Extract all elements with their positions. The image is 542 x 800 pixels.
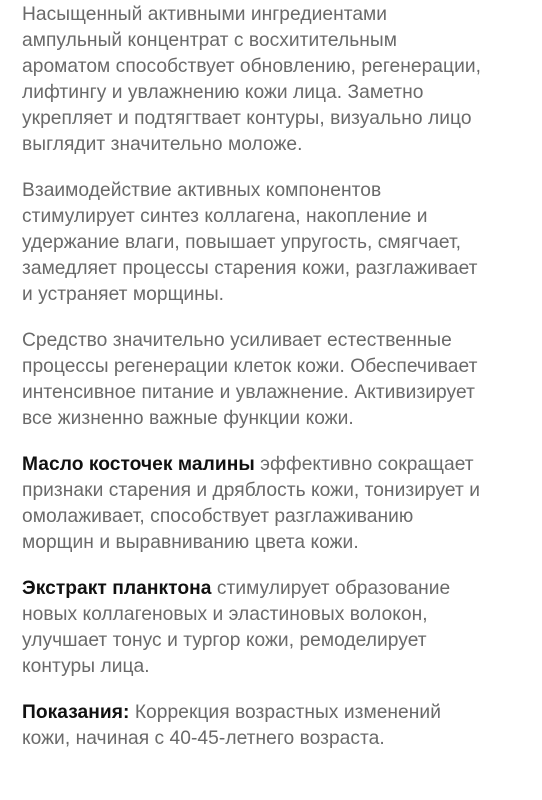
line: Средство значительно усиливает естественные [22,330,452,351]
paragraph-intro [22,2,534,158]
line: ампульный концентрат с восхитительным [22,30,398,51]
line: выглядит значительно моложе. [22,134,303,155]
line: контуры лица. [22,656,150,677]
paragraph-plankton-extract [22,576,534,680]
line: замедляет процессы старения кожи, разглаживает [22,258,478,279]
product-description [22,2,534,772]
line: морщин и выравниванию цвета кожи. [22,532,359,553]
line: Насыщенный активными ингредиентами [22,4,388,25]
ingredient-name: Экстракт планктона [22,578,212,599]
line: удержание влаги, повышает упругость, смягчает, [22,232,462,253]
line: укрепляет и подтягтвает контуры, визуально лицо [22,108,472,129]
line: процессы регенерации клеток кожи. Обеспечивает [22,356,478,377]
line: интенсивное питание и увлажнение. Активизирует [22,382,475,403]
line: признаки старения и дряблость кожи, тонизирует и [22,480,480,501]
line: и устраняет морщины. [22,284,225,305]
line: Коррекция возрастных изменений [129,702,441,723]
paragraph-regeneration [22,328,534,432]
line: эффективно сокращает [254,454,474,475]
line: все жизненно важные функции кожи. [22,408,354,429]
line: кожи, начиная с 40-45-летнего возраста. [22,728,385,749]
line: улучшает тонус и тургор кожи, ремоделирует [22,630,427,651]
line: новых коллагеновых и эластиновых волокон, [22,604,428,625]
line: омолаживает, способствует разглаживанию [22,506,414,527]
paragraph-interaction [22,178,534,308]
line: Взаимодействие активных компонентов [22,180,382,201]
line: лифтингу и увлажнению кожи лица. Заметно [22,82,424,103]
paragraph-raspberry-oil [22,452,534,556]
line: ароматом способствует обновлению, регенерации, [22,56,481,77]
line: стимулирует синтез коллагена, накопление и [22,206,428,227]
ingredient-name: Масло косточек малины [22,454,255,475]
paragraph-indications [22,700,534,752]
line: стимулирует образование [211,578,451,599]
indications-label: Показания: [22,702,130,723]
